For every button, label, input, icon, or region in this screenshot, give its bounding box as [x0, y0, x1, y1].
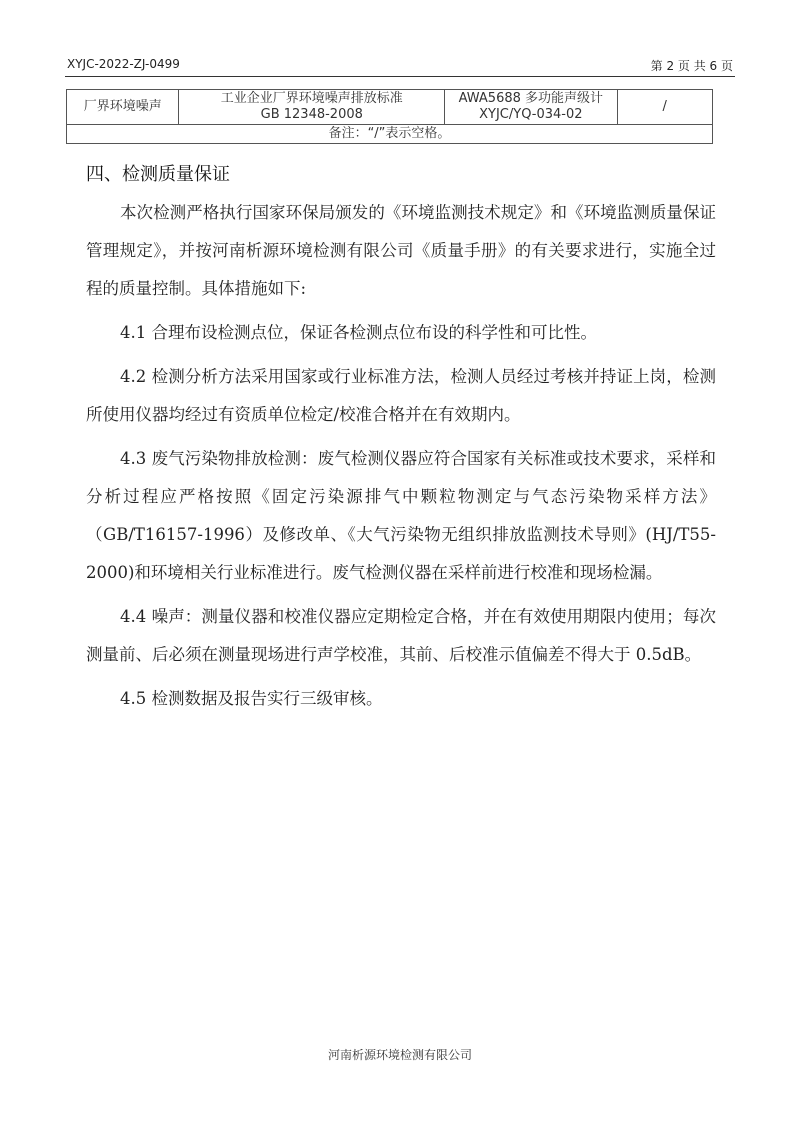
- page-footer: 河南析源环境检测有限公司: [327, 1048, 472, 1062]
- intro-paragraph: 本次检测严格执行国家环保局颁发的《环境监测技术规定》和《环境监测质量保证管理规定》，并按河南析源环境检测有限公司《质量手册》的有关要求进行，实施全过程的质量控制。具体措施如下:: [86, 203, 716, 298]
- report-number: XYJC-2022-ZJ-0499: [67, 57, 180, 71]
- item-4-4: 4.4 噪声：测量仪器和校准仪器应定期检定合格，并在有效使用期限内使用；每次测量前、后必须在测量现场进行声学校准，其前、后校准示值偏差不得大于 0.5dB。: [86, 607, 716, 664]
- instrument-cell: [445, 90, 617, 125]
- item-4-1: 4.1 合理布设检测点位，保证各检测点位布设的科学性和可比性。: [120, 323, 597, 342]
- instrument-name: AWA5688 多功能声级计: [458, 91, 604, 106]
- note-row: [67, 125, 713, 144]
- instrument-table: [66, 89, 713, 144]
- standard-code: GB 12348-2008: [260, 107, 363, 122]
- table-note: 备注：“/”表示空格。: [67, 125, 713, 144]
- section-body: [86, 194, 716, 718]
- extra-cell: /: [617, 90, 713, 125]
- standard-name: 工业企业厂界环境噪声排放标准: [220, 91, 403, 106]
- standard-cell: [179, 90, 445, 125]
- page-indicator: 第 2 页 共 6 页: [650, 59, 733, 73]
- instrument-code: XYJC/YQ-034-02: [479, 107, 583, 122]
- item-4-5: 4.5 检测数据及报告实行三级审核。: [120, 689, 383, 708]
- section-title: 四、检测质量保证: [86, 164, 230, 185]
- item-4-3: 4.3 废气污染物排放检测：废气检测仪器应符合国家有关标准或技术要求，采样和分析过程应严格按照《固定污染源排气中颗粒物测定与气态污染物采样方法》（GB/T16157-1996）及修改单、《大气污染物无组织排放监测技术导则》(HJ/T55-2000)和环境相关行业标准进行。废气检测仪器在采样前进行校准和现场检漏。: [86, 449, 716, 582]
- page-header: [65, 56, 735, 77]
- table-row: [67, 90, 713, 125]
- item-cell: 厂界环境噪声: [67, 90, 179, 125]
- item-4-2: 4.2 检测分析方法采用国家或行业标准方法，检测人员经过考核并持证上岗，检测所使用仪器均经过有资质单位检定/校准合格并在有效期内。: [86, 367, 716, 424]
